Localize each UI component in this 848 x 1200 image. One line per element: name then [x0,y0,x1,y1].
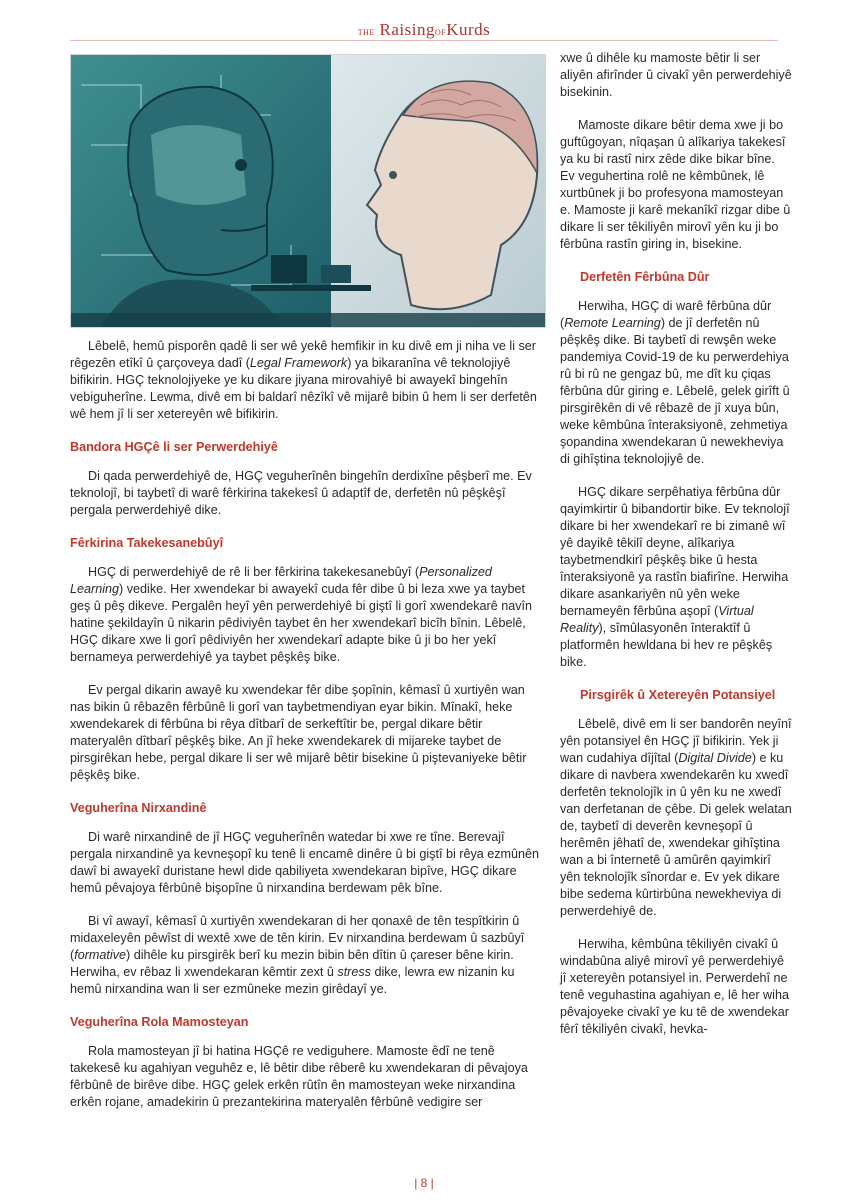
masthead-of: OF [434,28,447,37]
ai-human-illustration [71,55,545,327]
hero-illustration [70,54,546,328]
paragraph: Di qada perwerdehiyê de, HGÇ veguherînên bingehîn derdixîne pêşberî me. Ev teknolojî, bi taybetî di warê fêrkirina takekesî û adaptîf de, derfetên nû pêşkêşî pergala perwerdehiyê dike. [70,469,532,517]
paragraph: xwe û dihêle ku mamoste bêtir li ser aliyên afirînder û civakî yên perwerdehiyê bisekinin. [560,51,792,99]
page-number: | 8 | [414,1176,434,1190]
paragraph: Lêbelê, hemû pisporên qadê li ser wê yekê hemfikir in ku divê em ji niha ve li ser rêgezên etîkî û çarçoveya dadî (Legal Framework) ya bikaranîna vê teknolojiyê bifikirin. HGÇ teknolojiyeke ye ku dikare jiyana mirovahiyê bi awayekî bingehîn vebiguherîne. Lewma, divê em bi baldarî nêzîkî vê mijarê bibin û hem li ser derfetên wê hem jî li ser xetereyên wê bifikirin. [70,339,537,421]
masthead-word1: Raising [379,20,435,39]
paragraph: Lêbelê, divê em li ser bandorên neyînî yên potansiyel ên HGÇ jî bifikirin. Yek ji wan cudahiya dîjîtal (Digital Divide) e ku dikare di navbera xwendekarên ku xwedî derfetên teknolojîk in û yên ku ne xwedî van derfetanan de çêbe. Di gelek welatan de, taybetî di deverên kevneşopî û herêmên jêhatî de, xwendekar gihîştina wan a bi înternetê û amûrên qayimkirî yên teknolojîk sînordar e. Ev yek dikare bibe sedema kûrtirbûna newekheviya di perwerdehiyê de. [560,717,792,918]
header-divider [70,40,778,41]
paragraph: Rola mamosteyan jî bi hatina HGÇê re vediguhere. Mamoste êdî ne tenê takekesê ku agahiyan veguhêz e, lê bêtir dibe rêberê ku xwendekaran di pêvajoya fêrbûnê de birêve dibe. HGÇ gelek erkên rûtîn ên mamosteyan weke nirxandina erkên rojane, amadekirin û prezantekirina materyalên fêrbûnê vedigire ser [70,1044,528,1109]
paragraph: Di warê nirxandinê de jî HGÇ veguherînên watedar bi xwe re tîne. Berevajî pergala nirxandinê ya kevneşopî ku tenê li encamê dinêre û bi giştî bi rêya ezmûnên dawî bi awayekî duristane hewl dide qabiliyeta xwendekaran bipîve, HGÇ dikare hemû pêvajoya fêrbûnê bişopîne û nirxandina berdewam pêk bîne. [70,830,540,895]
section-heading-impact: Bandora HGÇê li ser Perwerdehiyê [70,440,278,454]
masthead-prefix: THE [357,28,375,37]
paragraph: Mamoste dikare bêtir dema xwe ji bo guftûgoyan, nîqaşan û alîkariya takekesî ya ku bi rastî nirx zêde dike bikar bîne. Ev veguhertina rolê ne kêmbûnek, lê xurtbûnek ji bo profesyona mamosteyan e. Mamoste ji karê mekanîkî rizgar dibe û dikare li ser têkiliyên mirovî yên ku ji bo fêrbûna rastîn giring in, bisekine. [560,118,791,251]
paragraph: HGÇ dikare serpêhatiya fêrbûna dûr qayimkirtir û bibandortir bike. Ev teknolojî dikare bi her xwendekarî re bi zimanê wî yê dayikê têkilî deyne, alîkariya taybetmendkirî pêşkêş bike û hesta înteraksiyonê ya rastîn biafirîne. Herwiha dikare asankariyên nû yên weke bernameyên fêrbûna aşopî (Virtual Reality), sîmûlasyonên înteraktîf û platformên hewldana bi hev re pêşkêş bike. [560,485,790,669]
paragraph: Ev pergal dikarin awayê ku xwendekar fêr dibe şopînin, kêmasî û xurtiyên wan nas bikin û rêbazên fêrbûnê li gorî van taybetmendiyan eyar bikin. Mînakî, heke xwendekarek di fêrbûna bi rêya dîtbarî de serkeftîtir be, pergal dikare bêtir materyalên dîtbarî pêşkêş bike. An jî heke xwendekarek di mijareke taybet de pirsgirêkan hebe, pergal dikare li ser wê mijarê bêtir bisekine û piştevaniyeke bêtir pêşkêş bike. [70,683,527,782]
section-heading-personalized: Fêrkirina Takekesanebûyî [70,536,224,550]
paragraph: HGÇ di perwerdehiyê de rê li ber fêrkirina takekesanebûyî (Personalized Learning) vedike. Her xwendekar bi awayekî cuda fêr dibe û bi leza xwe ya taybet geş û pêş dikeve. Pergalên heyî yên perwerdehiyê bi giştî li gorî xwendekarê navîn hatine şekildayîn û nikarin pêdiviyên taybet ên her xwendekarî bicîh bînin. Lêbelê, HGÇ dikare xwe li gorî pêdiviyên her xwendekarî adapte bike û ji bo her yekî bernameya perwerdehiyê ya taybet pêşkêş bike. [70,565,533,664]
paragraph: Herwiha, HGÇ di warê fêrbûna dûr (Remote Learning) de jî derfetên nû pêşkêş dike. Bi taybetî di rewşên weke pandemiya Covid-19 de ku perwerdehiya rû bi rû ne gengaz bû, me dît ku çiqas fêrbûna dûr giring e. Lêbelê, gelek girîft û pirsgirêkên di vê rêbazê de jî xuya bûn, weke kêmbûna înteraksiyonê, zehmetiya şopandina xwendekaran û newekheviya di gihîştina teknolojiyê de. [560,299,790,466]
masthead-word2: Kurds [446,20,491,39]
section-heading-risks: Pirsgirêk û Xetereyên Potansiyel [580,688,776,702]
section-heading-assessment: Veguherîna Nirxandinê [70,801,207,815]
publication-masthead [0,20,848,40]
right-column [560,50,792,1054]
paragraph: Bi vî awayî, kêmasî û xurtiyên xwendekaran di her qonaxê de tên tespîtkirin û midaxeleyên pêwîst di wextê xwe de tên kirin. Ev nirxandina berdewam û sazbûyî (formative) dihêle ku pirsgirêk berî ku mezin bibin bên dîtin û çareser bêne kirin. Herwiha, ev rêbaz li xwendekaran kêmtir zext û stress dike, lewra ew nizanin ku hemû nirxandina wan li ser ezmûneke mezin girêdayî ye. [70,914,525,996]
section-heading-remote: Derfetên Fêrbûna Dûr [580,270,710,284]
section-heading-teachers: Veguherîna Rola Mamosteyan [70,1015,249,1029]
left-column [70,338,546,1127]
paragraph: Herwiha, kêmbûna têkiliyên civakî û windabûna aliyê mirovî yê perwerdehiyê jî xetereyên potansiyel in. Perwerdehî ne tenê veguhastina agahiyan e, lê her wiha pêvajoyeke civakî ye ku tê de xwendekar fêrî têkiliyên civakî, hevka- [560,937,789,1036]
